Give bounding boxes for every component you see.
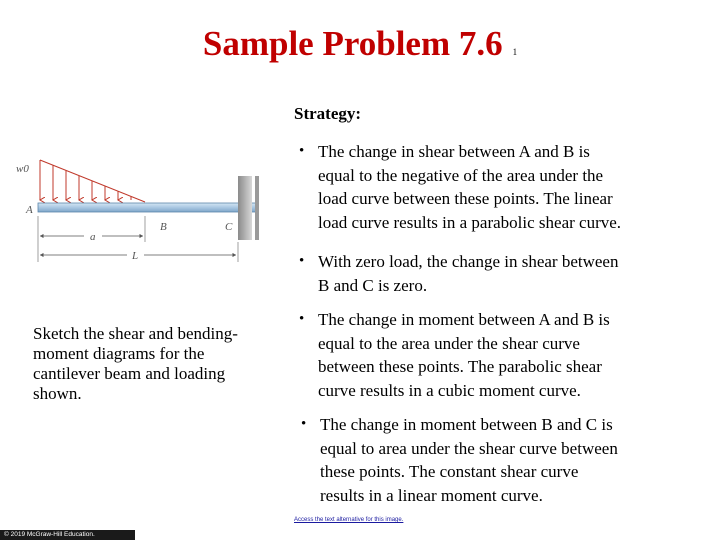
- bullet-line: The change in moment between A and B is: [318, 310, 610, 329]
- page-number: 1: [512, 47, 518, 57]
- bullet-dot: •: [299, 311, 305, 327]
- bullet-line: equal to the area under the shear curve: [318, 333, 580, 353]
- title-text: Sample Problem 7.6: [202, 24, 503, 63]
- bullet-line: equal to the negative of the area under the: [318, 165, 604, 185]
- bullet-line: results in a linear moment curve.: [320, 485, 543, 505]
- dim-l-label: L: [132, 250, 139, 262]
- bullet-line: With zero load, the change in shear between: [318, 252, 619, 271]
- problem-line: cantilever beam and loading: [33, 364, 226, 383]
- point-b-label: B: [160, 221, 167, 233]
- bullet-line: The change in shear between A and B is: [318, 142, 590, 161]
- bullet-dot: •: [299, 143, 305, 159]
- wall-edge: [255, 176, 259, 240]
- text-alternative-link[interactable]: Access the text alternative for this image.: [294, 517, 404, 523]
- problem-statement: [33, 324, 281, 404]
- problem-line: shown.: [33, 384, 82, 403]
- point-a-label: A: [26, 204, 33, 216]
- beam: [38, 203, 256, 212]
- wall-support: [238, 176, 252, 240]
- problem-line: moment diagrams for the: [33, 344, 205, 363]
- cantilever-beam-diagram: [14, 158, 276, 268]
- bullet-1: [296, 140, 621, 234]
- bullet-line: equal to area under the shear curve between: [320, 438, 618, 458]
- bullet-line: load curve results in a parabolic shear curve.: [318, 212, 622, 232]
- bullet-2: [296, 250, 618, 297]
- bullet-dot: •: [301, 416, 307, 432]
- bullet-line: between these points. The parabolic shear: [318, 357, 602, 376]
- distributed-load: [40, 160, 145, 202]
- problem-line: Sketch the shear and bending-: [33, 324, 238, 343]
- copyright-footer: © 2019 McGraw-Hill Education.: [4, 531, 95, 538]
- load-label: w0: [16, 163, 29, 175]
- dim-a-label: a: [90, 231, 96, 243]
- bullet-line: B and C is zero.: [318, 275, 428, 295]
- bullet-3: [296, 308, 610, 402]
- page-title: [0, 24, 720, 64]
- bullet-line: these points. The constant shear curve: [320, 462, 579, 481]
- bullet-line: load curve between these points. The linear: [318, 189, 613, 208]
- bullet-line: The change in moment between B and C is: [320, 415, 613, 434]
- strategy-heading: Strategy:: [294, 104, 362, 123]
- point-c-label: C: [225, 221, 233, 233]
- bullet-dot: •: [299, 253, 305, 269]
- bullet-line: curve results in a cubic moment curve.: [318, 380, 581, 400]
- bullet-4: [298, 413, 618, 507]
